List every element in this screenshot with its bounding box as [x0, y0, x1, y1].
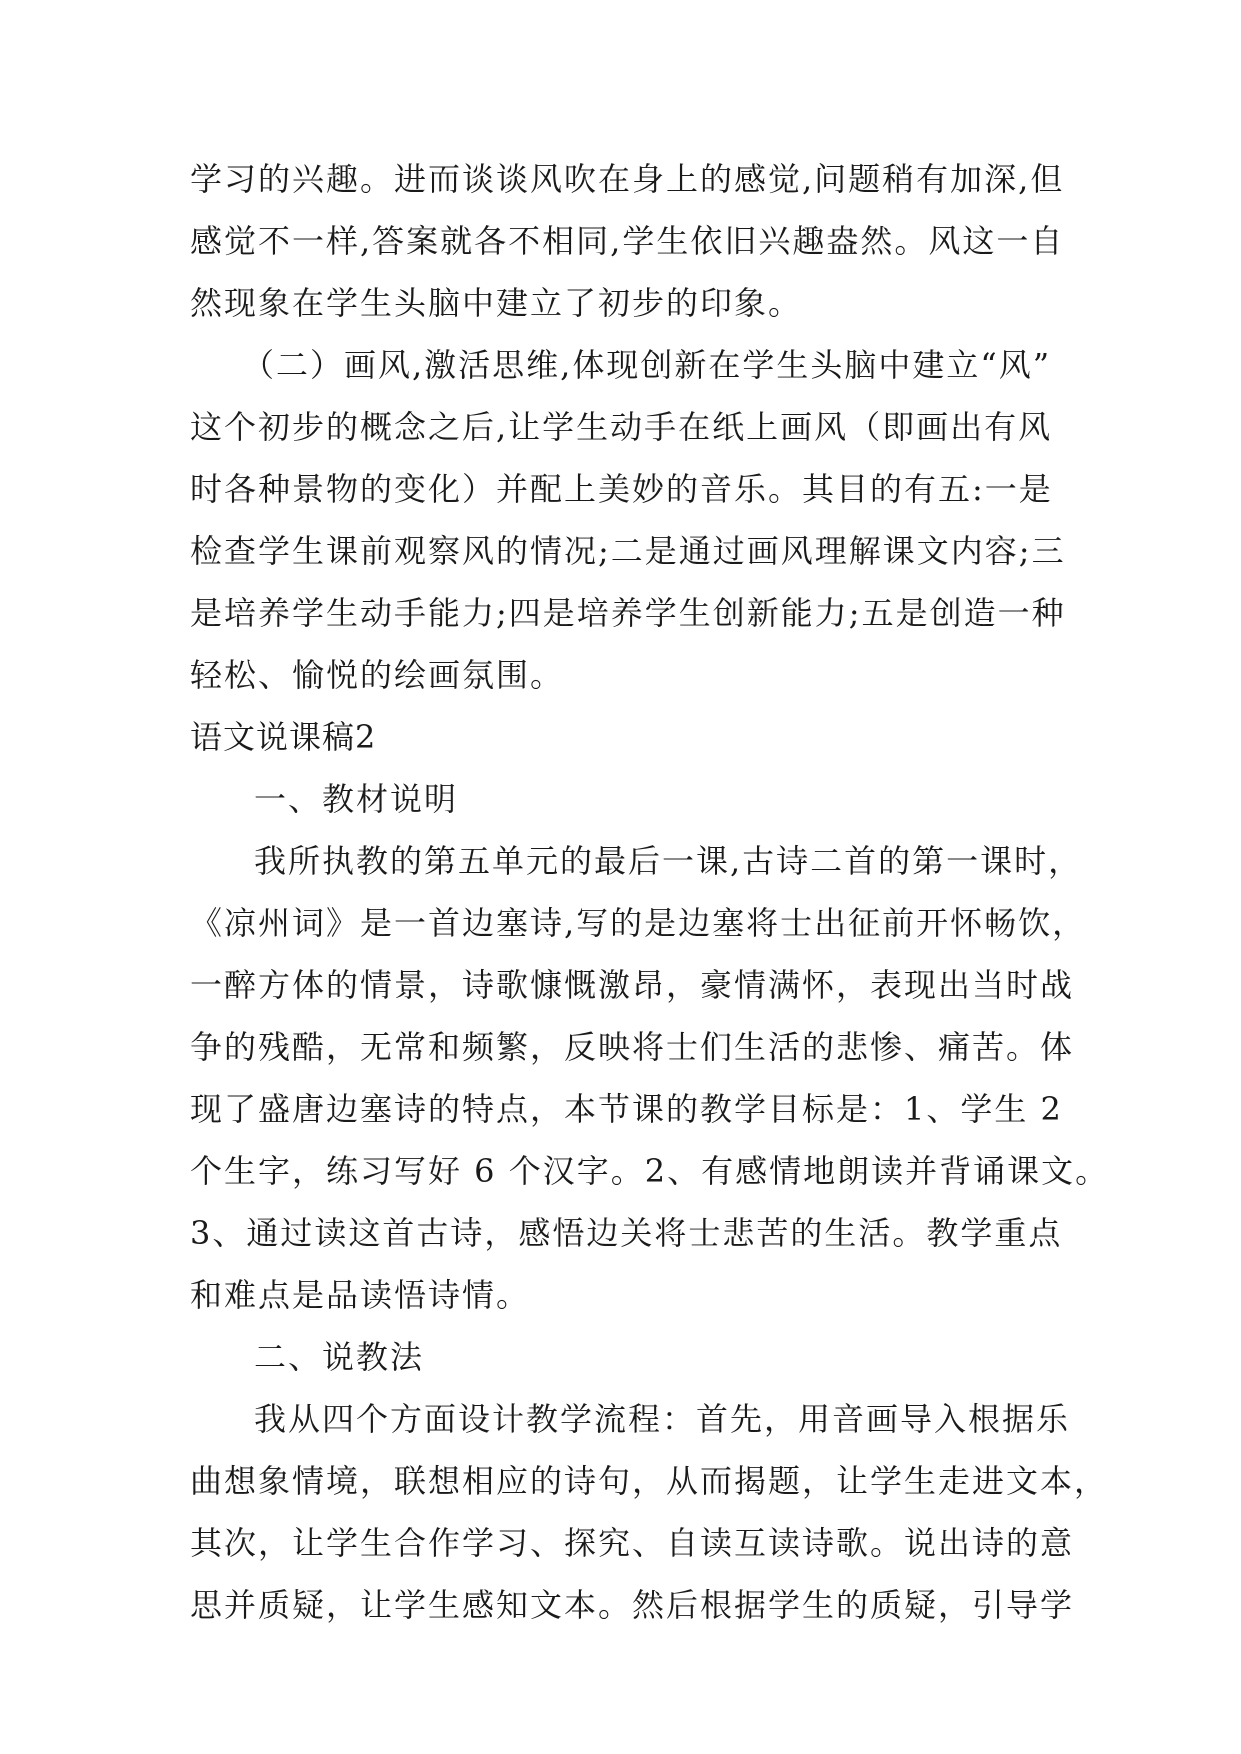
text-line: 这个初步的概念之后,让学生动手在纸上画风（即画出有风	[190, 408, 1053, 446]
text-line: 我所执教的第五单元的最后一课,古诗二首的第一课时，	[254, 842, 1083, 880]
text-line: 其次，让学生合作学习、探究、自读互读诗歌。说出诗的意	[190, 1524, 1075, 1562]
text-line: 检查学生课前观察风的情况;二是通过画风理解课文内容;三	[190, 532, 1066, 570]
text-line: 3、通过读这首古诗，感悟边关将士悲苦的生活。教学重点	[190, 1214, 1063, 1252]
text-line: 现了盛唐边塞诗的特点，本节课的教学目标是：1、学生 2	[190, 1090, 1063, 1128]
text-line: 时各种景物的变化）并配上美妙的音乐。其目的有五:一是	[190, 470, 1053, 508]
section-heading: 一、教材说明	[254, 780, 459, 818]
text-line: 轻松、愉悦的绘画氛围。	[190, 656, 565, 694]
text-line: 和难点是品读悟诗情。	[190, 1276, 531, 1314]
text-line: 是培养学生动手能力;四是培养学生创新能力;五是创造一种	[190, 594, 1066, 632]
text-line: 争的残酷，无常和频繁，反映将士们生活的悲惨、痛苦。体	[190, 1028, 1075, 1066]
document-page	[190, 148, 1110, 1636]
text-line: 感觉不一样,答案就各不相同,学生依旧兴趣盎然。风这一自	[190, 222, 1065, 260]
text-line: 学习的兴趣。进而谈谈风吹在身上的感觉,问题稍有加深,但	[190, 160, 1065, 198]
text-line: 个生字，练习写好 6 个汉字。2、有感情地朗读并背诵课文。	[190, 1152, 1110, 1190]
text-line: 我从四个方面设计教学流程：首先，用音画导入根据乐	[254, 1400, 1071, 1438]
text-line: 思并质疑，让学生感知文本。然后根据学生的质疑，引导学	[190, 1586, 1075, 1624]
text-line: 《凉州词》是一首边塞诗,写的是边塞将士出征前开怀畅饮，	[190, 904, 1087, 942]
text-line: 一醉方体的情景，诗歌慷慨激昂，豪情满怀，表现出当时战	[190, 966, 1075, 1004]
section-heading: 二、说教法	[254, 1338, 425, 1376]
text-line: （二）画风,激活思维,体现创新在学生头脑中建立“风”	[242, 346, 1052, 384]
text-line: 然现象在学生头脑中建立了初步的印象。	[190, 284, 803, 322]
text-line: 曲想象情境，联想相应的诗句，从而揭题，让学生走进文本，	[190, 1462, 1109, 1500]
section-title: 语文说课稿2	[190, 718, 377, 756]
